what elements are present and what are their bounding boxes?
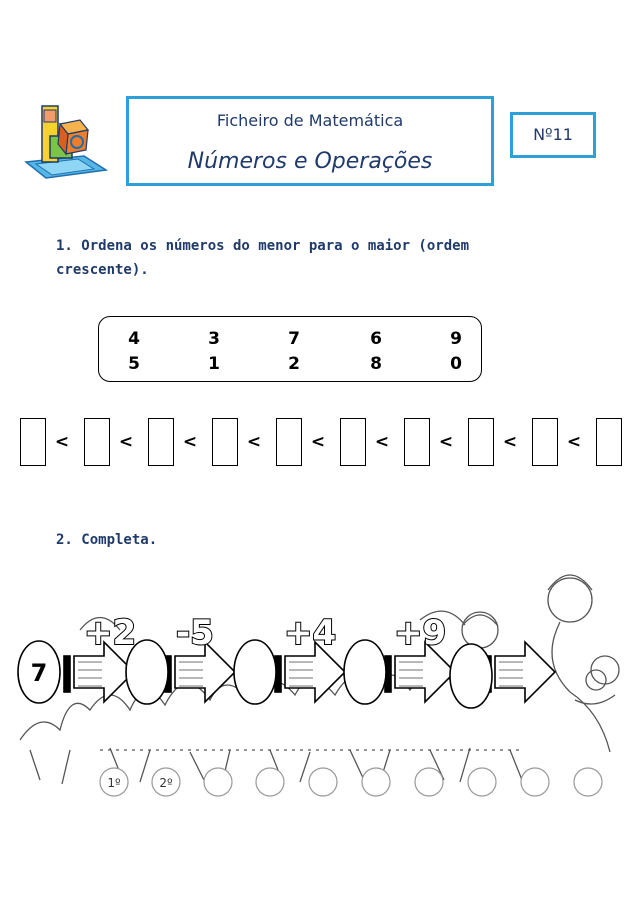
- place-label: 2º: [159, 776, 173, 790]
- answer-box[interactable]: [84, 418, 110, 466]
- abc-blocks-logo: [22, 96, 112, 182]
- number-cell: 1: [208, 354, 220, 374]
- number-cell: 8: [370, 354, 382, 374]
- answer-oval: [234, 640, 276, 704]
- answer-box[interactable]: [468, 418, 494, 466]
- operation-label: -5: [176, 613, 214, 653]
- number-cell: 2: [288, 354, 300, 374]
- less-than-symbol: <: [438, 432, 454, 452]
- worksheet-subtitle: Números e Operações: [187, 149, 433, 174]
- less-than-symbol: <: [374, 432, 390, 452]
- race-illustration-area: [0, 560, 638, 904]
- number-cell: 9: [450, 329, 462, 349]
- number-cell: 0: [450, 354, 462, 374]
- answer-box[interactable]: [340, 418, 366, 466]
- number-cell: 7: [288, 329, 300, 349]
- answer-box[interactable]: [596, 418, 622, 466]
- number-cell: 6: [370, 329, 382, 349]
- place-circles: [100, 768, 602, 796]
- number-cell: 5: [128, 354, 140, 374]
- less-than-symbol: <: [502, 432, 518, 452]
- start-value: 7: [30, 659, 48, 687]
- title-box: [126, 96, 494, 186]
- exercise-1-instruction: [56, 234, 556, 282]
- operation-label: +9: [394, 613, 447, 653]
- operation-label: +4: [284, 613, 337, 653]
- less-than-symbol: <: [118, 432, 134, 452]
- answer-oval: [344, 640, 386, 704]
- exercise-1-instruction-line-1: 1. Ordena os números do menor para o maior (ordem: [56, 238, 470, 254]
- answer-box[interactable]: [532, 418, 558, 466]
- less-than-symbol: <: [566, 432, 582, 452]
- numbers-row-1: [99, 329, 481, 351]
- less-than-symbol: <: [182, 432, 198, 452]
- answer-box[interactable]: [212, 418, 238, 466]
- answer-box[interactable]: [276, 418, 302, 466]
- place-label: 1º: [107, 776, 121, 790]
- less-than-symbol: <: [310, 432, 326, 452]
- sheet-number-badge: Nº11: [510, 112, 596, 158]
- worksheet-title: Ficheiro de Matemática: [216, 111, 404, 130]
- exercise-1-instruction-line-2: crescente).: [56, 262, 149, 278]
- answer-box[interactable]: [404, 418, 430, 466]
- numbers-row-2: [99, 354, 481, 376]
- answer-oval: [450, 644, 492, 708]
- less-than-symbol: <: [246, 432, 262, 452]
- ordering-row: [0, 418, 638, 470]
- number-cell: 3: [208, 329, 220, 349]
- answer-box[interactable]: [148, 418, 174, 466]
- answer-box[interactable]: [20, 418, 46, 466]
- exercise-2-instruction: 2. Completa.: [56, 532, 158, 548]
- less-than-symbol: <: [54, 432, 70, 452]
- operation-label: +2: [84, 613, 137, 653]
- number-cell: 4: [128, 329, 140, 349]
- numbers-box: [98, 316, 482, 382]
